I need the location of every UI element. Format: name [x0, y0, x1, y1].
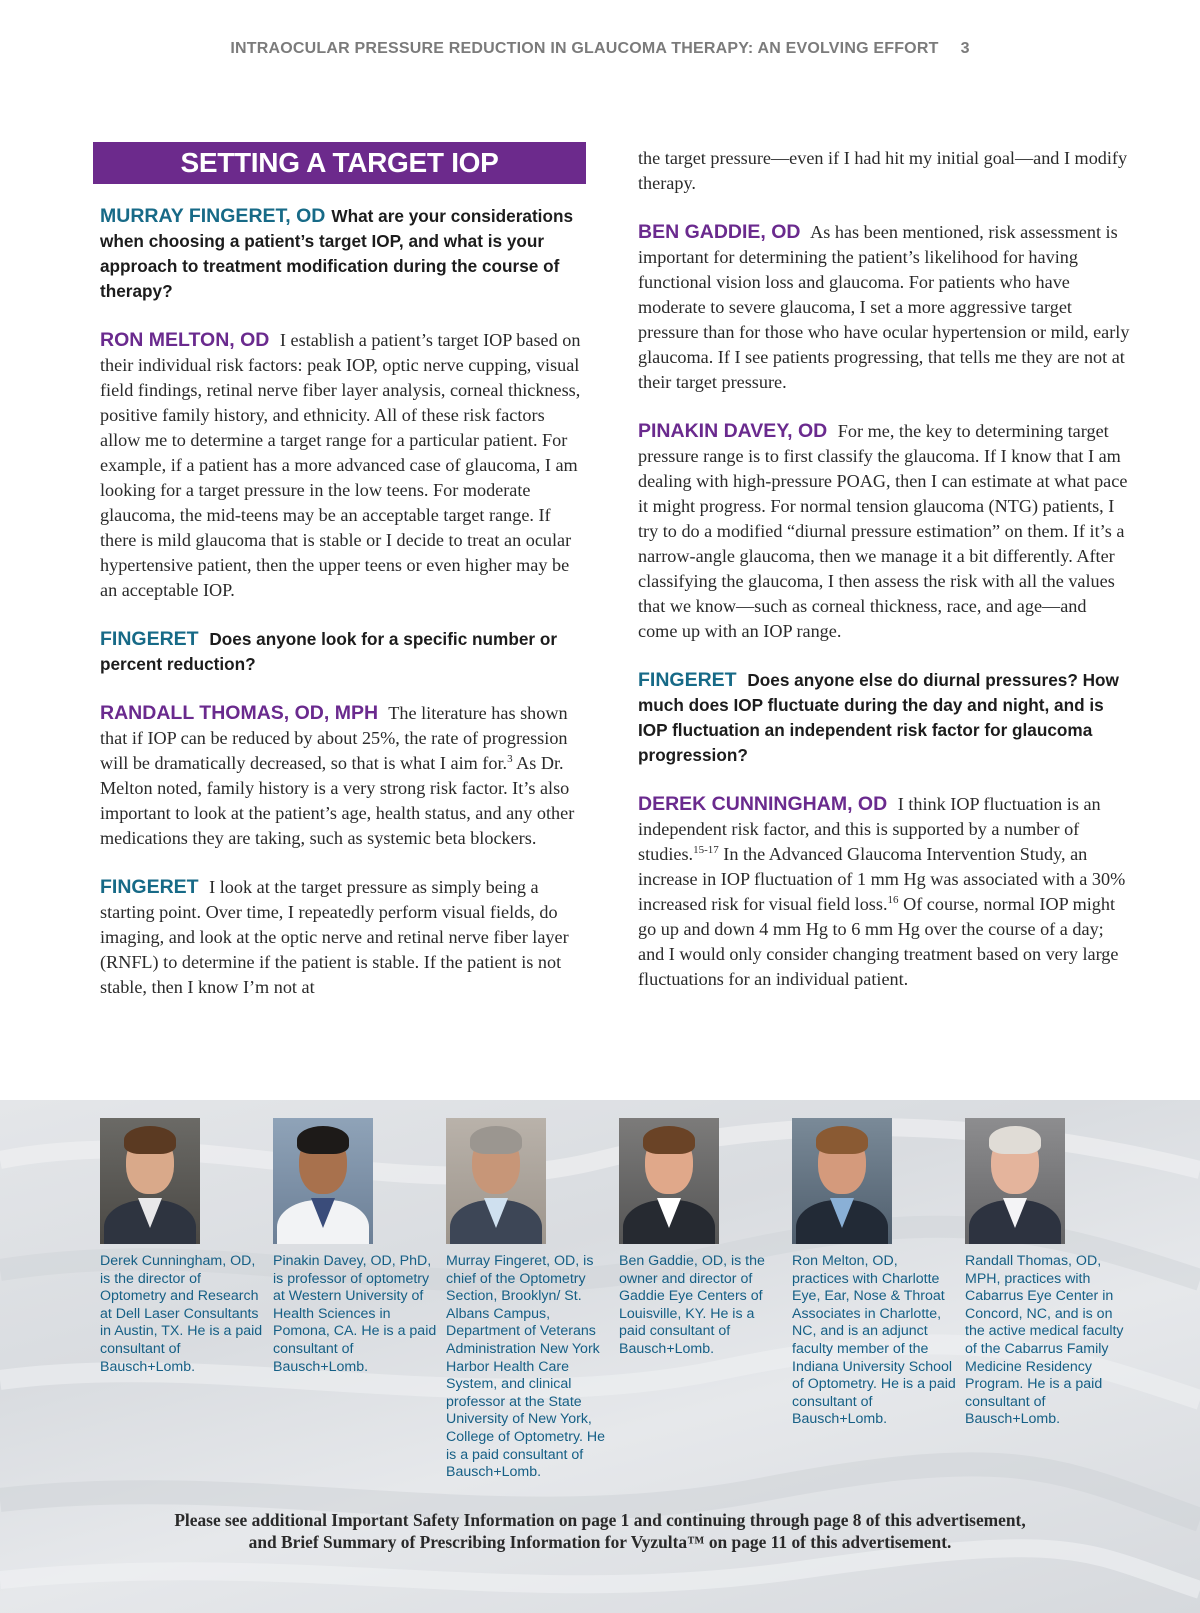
portrait-photo [792, 1118, 892, 1244]
speaker-name: RON MELTON, OD [100, 329, 270, 351]
bio-gaddie [619, 1118, 792, 1482]
answer-paragraph [100, 875, 588, 1000]
portrait-photo [619, 1118, 719, 1244]
speaker-name: DEREK CUNNINGHAM, OD [638, 793, 888, 815]
section-title: SETTING A TARGET IOP [93, 142, 586, 184]
bio-text: Ben Gaddie, OD, is the owner and director of Gaddie Eye Centers of Louisville, KY. He is a paid consultant of Bausch+Lomb. [619, 1253, 765, 1357]
answer-text: For me, the key to determining target pressure range is to first classify the glaucoma. If I know that I am dealing with high-pressure POAG, then I can estimate at what pace it might progress. For normal tension glaucoma (NTG) patients, I try to do a modified “diurnal pressure estimation” on them. If it’s a narrow-angle glaucoma, then we manage it a bit differently. After classifying the glaucoma, I then assess the risk with all the values that we know—such as corneal thickness, race, and age—and come up with an IOP range. [638, 421, 1128, 641]
answer-text: I look at the target pressure as simply being a starting point. Over time, I repeatedly perform visual fields, do imaging, and look at the optic nerve and retinal nerve fiber layer (RNFL) to determine if the patient is stable. If the patient is not stable, then I know I’m not at [100, 877, 569, 997]
running-header [0, 40, 1200, 58]
speaker-name: FINGERET [100, 628, 199, 650]
answer-paragraph [100, 701, 588, 851]
speaker-name: RANDALL THOMAS, OD, MPH [100, 702, 379, 724]
speaker-name: BEN GADDIE, OD [638, 221, 801, 243]
answer-paragraph [100, 328, 588, 603]
reference-superscript: 3 [507, 752, 513, 765]
speaker-name: PINAKIN DAVEY, OD [638, 420, 828, 442]
bio-text: Randall Thomas, OD, MPH, practices with Cabarrus Eye Center in Concord, NC, and is on the active medical faculty of the Cabarrus Family Medicine Residency Program. He is a paid consultant of Bausch+Lomb. [965, 1253, 1124, 1428]
reference-superscript: 16 [887, 893, 899, 906]
answer-text: The literature has shown that if IOP can be reduced by about 25%, the rate of progression will be dramatically decreased, so that is what I aim for. [100, 703, 568, 773]
answer-paragraph [638, 792, 1130, 992]
bio-cunningham [100, 1118, 273, 1482]
portrait-photo [100, 1118, 200, 1244]
answer-text: In the Advanced Glaucoma Intervention Study, an increase in IOP fluctuation of 1 mm Hg was associated with a 30% increased risk for visual field loss. [638, 844, 1126, 914]
bio-melton [792, 1118, 965, 1482]
safety-notice-line: and Brief Summary of Prescribing Information for Vyzulta™ on page 11 of this advertisement. [248, 1531, 952, 1552]
bio-fingeret [446, 1118, 619, 1482]
answer-paragraph [638, 419, 1130, 644]
speaker-name: MURRAY FINGERET, OD [100, 205, 326, 227]
bio-davey [273, 1118, 446, 1482]
speaker-name: FINGERET [638, 669, 737, 691]
bio-text: Murray Fingeret, OD, is chief of the Optometry Section, Brooklyn/ St. Albans Campus, Department of Veterans Administration New York Harbor Health Care System, and clinical professor at the State University of New York, College of Optometry. He is a paid consultant of Bausch+Lomb. [446, 1253, 606, 1481]
bio-thomas [965, 1118, 1138, 1482]
continued-paragraph [638, 146, 1130, 196]
question-paragraph [100, 627, 588, 677]
question-text: Does anyone else do diurnal pressures? How much does IOP fluctuate during the day and night, and is IOP fluctuation an independent risk factor for glaucoma progression? [638, 670, 1119, 765]
answer-paragraph [638, 220, 1130, 395]
right-column [638, 146, 1130, 1016]
question-text: Does anyone look for a specific number or percent reduction? [100, 629, 558, 674]
bio-text: Pinakin Davey, OD, PhD, is professor of optometry at Western University of Health Sciences in Pomona, CA. He is a paid consultant of Bausch+Lomb. [273, 1253, 437, 1375]
safety-notice-line: Please see additional Important Safety Information on page 1 and continuing through page 8 of this advertisement, [174, 1510, 1026, 1530]
answer-text: I think IOP fluctuation is an independent risk factor, and this is supported by a number of studies. [638, 794, 1101, 864]
answer-text: As has been mentioned, risk assessment is important for determining the patient’s likelihood for having functional vision loss and glaucoma. For patients who have moderate to severe glaucoma, I set a more aggressive target pressure than for those who have ocular hypertension or mild, early glaucoma. If I see patients progressing, that tells me they are not at their target pressure. [638, 222, 1130, 392]
bio-text: Derek Cunningham, OD, is the director of Optometry and Research at Dell Laser Consultants in Austin, TX. He is a paid consultant of Bausch+Lomb. [100, 1253, 263, 1375]
answer-text: I establish a patient’s target IOP based on their individual risk factors: peak IOP, optic nerve cupping, visual field findings, retinal nerve fiber layer analysis, corneal thickness, positive family history, and ethnicity. All of these risk factors allow me to determine a target range for a particular patient. For example, if a patient has a more advanced case of glaucoma, I am looking for a target pressure in the low teens. For moderate glaucoma, the mid-teens may be an acceptable target range. If there is mild glaucoma that is stable or I decide to treat an ocular hypertensive patient, then the upper teens or even higher may be an acceptable IOP. [100, 330, 581, 600]
page-number: 3 [960, 40, 970, 57]
portrait-photo [965, 1118, 1065, 1244]
question-paragraph [638, 668, 1130, 768]
question-paragraph [100, 204, 588, 304]
speaker-name: FINGERET [100, 876, 199, 898]
answer-text: Of course, normal IOP might go up and down 4 mm Hg to 6 mm Hg over the course of a day; and I would only consider changing treatment based on very large fluctuations for an individual patient. [638, 894, 1119, 989]
portrait-photo [446, 1118, 546, 1244]
answer-text: As Dr. Melton noted, family history is a very strong risk factor. It’s also important to look at the patient’s age, health status, and any other medications they are taking, such as systemic beta blockers. [100, 753, 575, 848]
left-column [100, 142, 588, 1024]
portrait-photo [273, 1118, 373, 1244]
bio-row [100, 1118, 1140, 1482]
safety-notice [0, 1510, 1200, 1553]
bio-text: Ron Melton, OD, practices with Charlotte Eye, Ear, Nose & Throat Associates in Charlotte, NC, and is an adjunct faculty member of the Indiana University School of Optometry. He is a paid consultant of Bausch+Lomb. [792, 1253, 956, 1428]
question-text: What are your considerations when choosing a patient’s target IOP, and what is your approach to treatment modification during the course of therapy? [100, 206, 574, 301]
reference-superscript: 15-17 [693, 843, 719, 856]
answer-text: the target pressure—even if I had hit my initial goal—and I modify therapy. [638, 148, 1128, 193]
running-header-title: INTRAOCULAR PRESSURE REDUCTION IN GLAUCOMA THERAPY: AN EVOLVING EFFORT [230, 40, 939, 57]
